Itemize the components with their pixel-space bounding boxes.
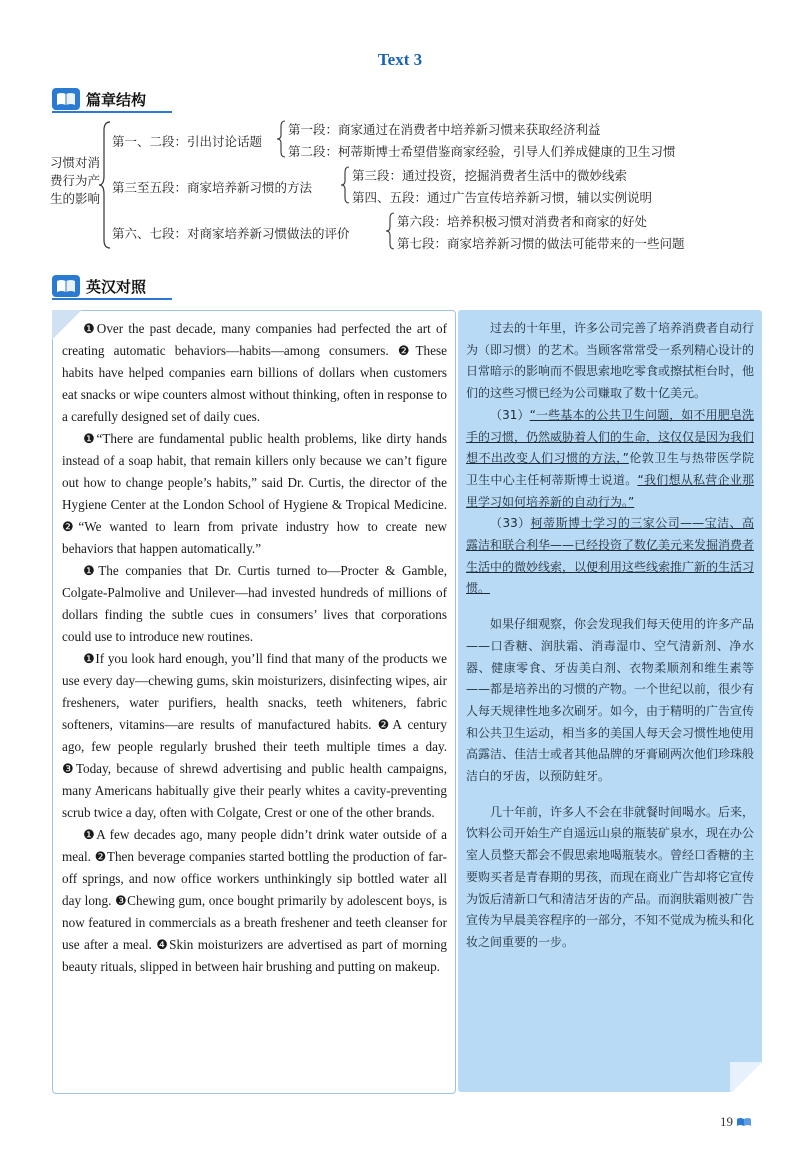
group-item: 第六段：培养积极习惯对消费者和商家的好处 [397,214,648,229]
question-number: （33） [490,516,531,531]
structure-root: 习惯对消费行为产生的影响 [50,155,101,206]
group-item: 第一段：商家通过在消费者中培养新习惯来获取经济利益 [288,122,601,137]
group-label: 第六、七段：对商家培养新习惯做法的评价 [112,226,350,241]
book-icon [52,275,80,297]
brace-icon [340,166,350,204]
chinese-text [466,318,754,954]
english-paragraph: ❶“There are fundamental public health problems, like dirty hands instead of a soap habit, that remain killers only because we can’t figure out how to change people’s habits,” said Dr. Curtis, the director of the Hygiene Center at the London School of Hygiene & Tropical Medicine. ❷“We wanted to learn from private industry how to create new behaviors that happen automatically.” [62,431,447,556]
brace-icon [98,120,112,250]
group-label: 第三至五段：商家培养新习惯的方法 [112,180,313,195]
underlined-quote: “一些基本的公共卫生问题，如不用肥皂洗手的习惯，仍然威胁着人们的生命，这仅仅是因为我们想不出改变人们习惯的方法，” [466,407,755,466]
underlined-sentence: 柯蒂斯博士学习的三家公司——宝洁、高露洁和联合利华——已经投资了数亿美元来发掘消费者生活中的微妙线索，以便利用这些线索推广新的生活习惯。 [466,516,755,596]
book-icon [52,88,80,110]
group-item: 第二段：柯蒂斯博士希望借鉴商家经验，引导人们养成健康的卫生习惯 [288,144,676,159]
underlined-quote: “我们想从私营企业那里学习如何培养新的自动行为。” [466,472,754,509]
brace-icon [276,120,286,158]
group-item: 第四、五段：通过广告宣传培养新习惯，辅以实例说明 [352,190,653,205]
group-item: 第七段：商家培养新习惯的做法可能带来的一些问题 [397,236,685,251]
chinese-paragraph: 几十年前，许多人不会在非就餐时间喝水。后来，饮料公司开始生产自遥远山泉的瓶装矿泉水，现在办公室人员整天都会不假思索地喝瓶装水。曾经口香糖的主要购买者是青春期的男孩，而现在商业广告却将它宣传为饭后清新口气和清洁牙齿的产品。而润肤霜则被广告宣传为早晨美容程序的一部分，不知不觉成为梳头和化妆之间重要的一步。 [466,804,755,949]
english-paragraph: ❶Over the past decade, many companies had perfected the art of creating automatic behaviors—habits—among consumers. ❷These habits have helped companies earn billions of dollars when customers eat snacks or wipe counters almost without thinking, often in response to a carefully designed set of daily cues. [62,321,447,424]
structure-diagram [50,112,770,262]
brace-icon [385,212,395,250]
attribution: 伦敦卫生与热带医学院卫生中心主任柯蒂斯博士说道。 [466,451,754,487]
chinese-paragraph: 过去的十年里，许多公司完善了培养消费者自动行为（即习惯）的艺术。当顾客常常受一系列精心设计的日常暗示的影响而不假思索地吃零食或擦拭柜台时，他们的这些习惯已经为公司赚取了数十亿美元。 [466,321,755,401]
page-title: Text 3 [377,50,423,69]
section-label: 英汉对照 [86,277,147,296]
question-number: （31） [490,407,530,422]
english-paragraph: ❶A few decades ago, many people didn’t drink water outside of a meal. ❷Then beverage companies started bottling the production of far-off springs, and now office workers unthinkingly sip bottled water all day long. ❸Chewing gum, once bought primarily by adolescent boys, is now featured in commercials as a breath freshener and teeth cleanser for use after a meal. ❹Skin moisturizers are advertised as part of morning beauty rituals, slipped in between hair brushing and putting on makeup. [62,827,447,974]
english-paragraph: ❶If you look hard enough, you’ll find that many of the products we use every day—chewing gums, skin moisturizers, disinfecting wipes, air fresheners, water purifiers, health snacks, teeth whiteners, fabric softeners, vitamins—are results of manufactured habits. ❷A century ago, few people regularly brushed their teeth multiple times a day. ❸Today, because of shrewd advertising and public health campaigns, many Americans habitually give their pearly whites a cavity-preventing scrub twice a day, often with Colgate, Crest or one of the other brands. [62,651,447,820]
page-number-text: 19 [720,1114,733,1129]
page-curl-decoration [730,1062,762,1092]
divider [52,298,172,300]
chinese-paragraph [466,513,754,600]
chinese-paragraph [466,405,754,514]
english-paragraph: ❶The companies that Dr. Curtis turned to—Procter & Gamble, Colgate-Palmolive and Unilever—had invested hundreds of millions of dollars finding the subtle cues in consumers’ lives that corporations could use to introduce new routines. [62,563,447,644]
group-label: 第一、二段：引出讨论话题 [112,134,263,149]
english-text [62,318,447,978]
section-header-bilingual [52,274,146,298]
section-header-structure [52,87,146,111]
book-icon [736,1117,752,1127]
chinese-paragraph: 如果仔细观察，你会发现我们每天使用的许多产品——口香糖、润肤霜、消毒湿巾、空气清新剂、净水器、健康零食、牙齿美白剂、衣物柔顺剂和维生素等——都是培养出的习惯的产物。一个世纪以前，很少有人每天规律性地多次刷牙。如今，由于精明的广告宣传和公共卫生运动，相当多的美国人每天会习惯性地使用高露洁、佳洁士或者其他品牌的牙膏刷两次他们珍珠般洁白的牙齿，以预防蛀牙。 [466,617,755,784]
section-label: 篇章结构 [86,90,147,109]
page-number [720,1114,752,1130]
group-item: 第三段：通过投资，挖掘消费者生活中的微妙线索 [352,168,628,183]
